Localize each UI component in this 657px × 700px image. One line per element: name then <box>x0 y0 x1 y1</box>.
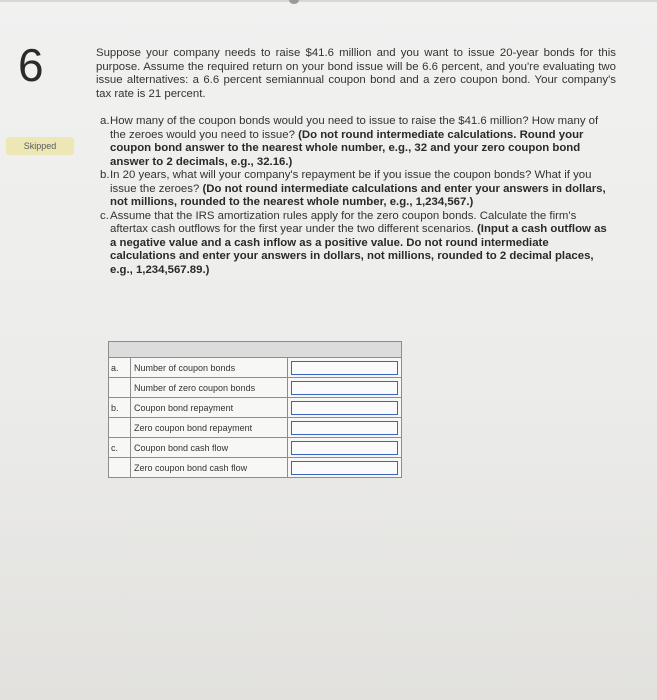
row-label: Number of zero coupon bonds <box>131 378 288 398</box>
scroll-indicator-icon <box>289 0 299 4</box>
table-row <box>109 438 402 458</box>
row-label: Zero coupon bond repayment <box>131 418 288 438</box>
answer-cell <box>288 378 402 398</box>
row-letter <box>109 418 131 438</box>
row-letter <box>109 378 131 398</box>
part-letter: b. <box>100 169 110 181</box>
row-letter <box>109 458 131 478</box>
zero-coupon-bond-repayment-input[interactable] <box>291 421 398 435</box>
question-parts <box>96 115 616 277</box>
part-a <box>96 115 616 169</box>
part-b <box>96 169 616 210</box>
part-text: In 20 years, what will your company's repayment be if you issue the coupon bonds? What if you issue the zeroes? <box>110 169 592 195</box>
table-header-row <box>109 342 402 358</box>
row-letter: a. <box>109 358 131 378</box>
coupon-bond-repayment-input[interactable] <box>291 401 398 415</box>
answer-cell <box>288 398 402 418</box>
zero-coupon-bonds-count-input[interactable] <box>291 381 398 395</box>
part-text: How many of the coupon bonds would you need to issue to raise the $41.6 million? How many of the zeroes would you need to issue? <box>110 115 599 141</box>
part-instruction: (Do not round intermediate calculations and enter your answers in dollars, not millions, rounded to the nearest whole number, e.g., 1,234,567.) <box>110 182 606 208</box>
part-text: Assume that the IRS amortization rules apply for the zero coupon bonds. Calculate the firm's aftertax cash outflows for the first year under the two different scenarios. <box>110 209 577 235</box>
row-letter: b. <box>109 398 131 418</box>
row-label: Number of coupon bonds <box>131 358 288 378</box>
table-row <box>109 398 402 418</box>
answer-cell <box>288 438 402 458</box>
top-edge <box>0 0 657 2</box>
question-intro: Suppose your company needs to raise $41.6 million and you want to issue 20-year bonds for this purpose. Assume the required return on your bond issue will be 6.6 percent, and you're evaluating two issue alternatives: a 6.6 percent semiannual coupon bond and a zero coupon bond. Your company's tax rate is 21 percent. <box>96 47 616 100</box>
table-row <box>109 378 402 398</box>
part-instruction: (Do not round intermediate calculations. Round your coupon bond answer to the nearest whole number, e.g., 32 and your zero coupon bond answer to 2 decimals, e.g., 32.16.) <box>110 128 584 168</box>
row-letter: c. <box>109 438 131 458</box>
row-label: Coupon bond cash flow <box>131 438 288 458</box>
answer-cell <box>288 458 402 478</box>
status-badge: Skipped <box>6 137 74 155</box>
table-row <box>109 418 402 438</box>
part-letter: a. <box>100 115 110 127</box>
answer-cell <box>288 418 402 438</box>
answer-table <box>108 341 402 478</box>
row-label: Zero coupon bond cash flow <box>131 458 288 478</box>
coupon-bonds-count-input[interactable] <box>291 361 398 375</box>
table-header-cell <box>109 342 402 358</box>
part-instruction: (Input a cash outflow as a negative value and a cash inflow as a positive value. Do not round intermediate calculations and enter your answers in dollars, not millions, rounded to 2 decimal places, e.g., 1,234,567.89.) <box>110 223 607 276</box>
part-letter: c. <box>100 209 109 222</box>
row-label: Coupon bond repayment <box>131 398 288 418</box>
question-body <box>96 47 616 277</box>
table-row <box>109 458 402 478</box>
answer-cell <box>288 358 402 378</box>
question-number: 6 <box>18 39 44 91</box>
part-c <box>96 210 616 278</box>
coupon-bond-cash-flow-input[interactable] <box>291 441 398 455</box>
zero-coupon-bond-cash-flow-input[interactable] <box>291 461 398 475</box>
table-row <box>109 358 402 378</box>
